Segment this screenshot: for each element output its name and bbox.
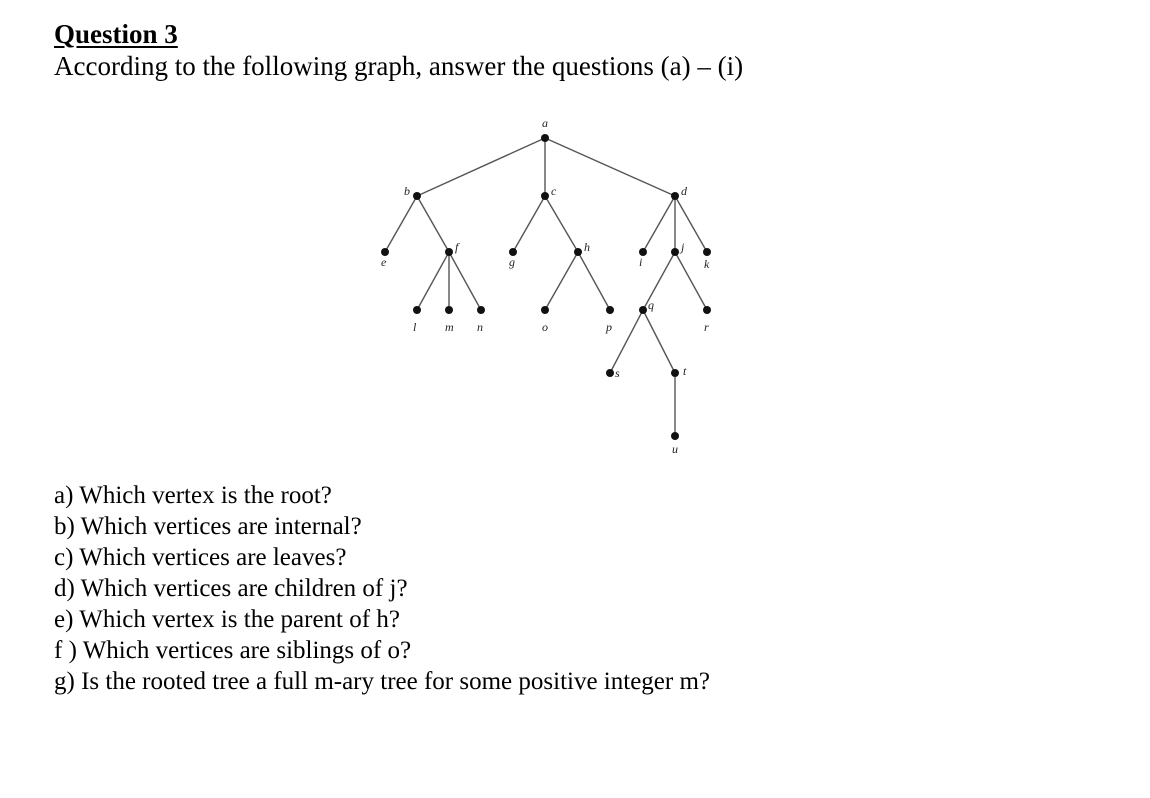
edge-c-h <box>545 196 578 252</box>
edge-f-l <box>417 252 449 310</box>
question-f: f ) Which vertices are siblings of o? <box>54 637 412 664</box>
edge-h-o <box>545 252 578 310</box>
edge-d-i <box>643 196 675 252</box>
vertex-h <box>574 248 582 256</box>
vertex-a <box>541 134 549 142</box>
vertex-label-s: s <box>615 366 620 380</box>
edge-h-p <box>578 252 610 310</box>
vertex-d <box>671 192 679 200</box>
tree-vertices <box>381 134 711 440</box>
edge-q-s <box>610 310 643 373</box>
edge-d-k <box>675 196 707 252</box>
vertex-label-k: k <box>704 257 710 271</box>
question-g: g) Is the rooted tree a full m-ary tree for some positive integer m? <box>54 668 711 695</box>
edge-a-d <box>545 138 675 196</box>
edge-q-t <box>643 310 675 373</box>
vertex-c <box>541 192 549 200</box>
question-b: b) Which vertices are internal? <box>54 513 362 540</box>
vertex-u <box>671 432 679 440</box>
vertex-m <box>445 306 453 314</box>
vertex-label-n: n <box>477 320 483 334</box>
edge-f-n <box>449 252 481 310</box>
edge-b-e <box>385 196 417 252</box>
vertex-label-a: a <box>542 116 548 130</box>
vertex-n <box>477 306 485 314</box>
vertex-r <box>703 306 711 314</box>
tree-edges <box>385 138 707 436</box>
vertex-l <box>413 306 421 314</box>
edge-b-f <box>417 196 449 252</box>
vertex-o <box>541 306 549 314</box>
vertex-label-i: i <box>639 255 643 269</box>
vertex-label-g: g <box>509 255 515 269</box>
vertex-label-f: f <box>455 240 459 254</box>
edge-c-g <box>513 196 545 252</box>
vertex-j <box>671 248 679 256</box>
vertex-label-t: t <box>683 364 687 378</box>
vertex-label-p: p <box>606 320 612 334</box>
question-e: e) Which vertex is the parent of h? <box>54 606 400 633</box>
vertex-label-c: c <box>551 184 557 198</box>
question-heading: Question 3 <box>54 19 178 49</box>
vertex-f <box>445 248 453 256</box>
question-intro: According to the following graph, answer the questions (a) – (i) <box>54 51 744 81</box>
vertex-b <box>413 192 421 200</box>
vertex-label-j: j <box>681 240 685 254</box>
vertex-p <box>606 306 614 314</box>
question-a: a) Which vertex is the root? <box>54 482 332 509</box>
vertex-label-r: r <box>704 320 709 334</box>
question-c: c) Which vertices are leaves? <box>54 544 347 571</box>
vertex-label-e: e <box>381 255 387 269</box>
vertex-label-m: m <box>445 320 454 334</box>
vertex-label-u: u <box>672 442 678 456</box>
vertex-label-l: l <box>413 320 417 334</box>
vertex-t <box>671 369 679 377</box>
edge-j-r <box>675 252 707 310</box>
edge-a-b <box>417 138 545 196</box>
vertex-label-b: b <box>404 184 410 198</box>
vertex-label-o: o <box>542 320 548 334</box>
vertex-s <box>606 369 614 377</box>
question-d: d) Which vertices are children of j? <box>54 575 408 602</box>
vertex-label-d: d <box>681 184 687 198</box>
vertex-label-h: h <box>584 240 590 254</box>
question-list <box>54 480 710 697</box>
vertex-label-q: q <box>648 298 654 312</box>
vertex-q <box>639 306 647 314</box>
vertex-k <box>703 248 711 256</box>
